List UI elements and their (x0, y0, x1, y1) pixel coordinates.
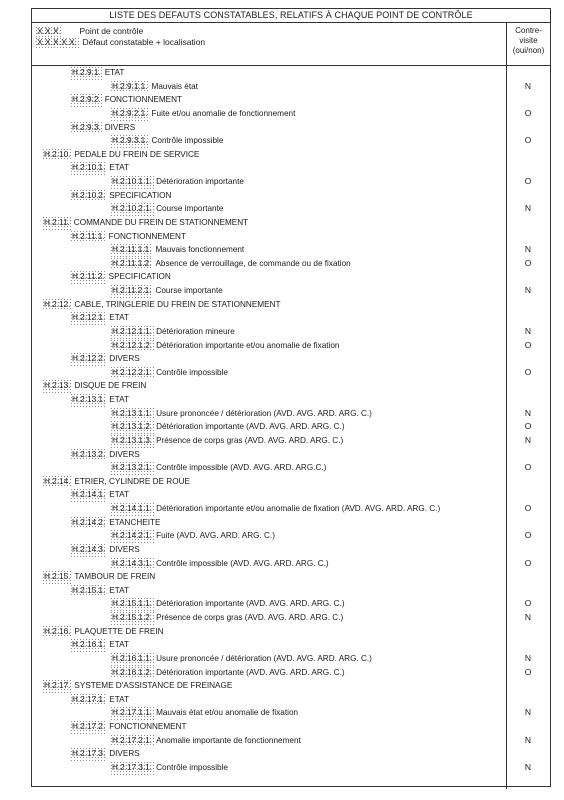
defect-row (32, 434, 532, 448)
subsection-row (32, 270, 506, 284)
row-code: H.2.17.3. (70, 747, 107, 761)
defect-row (32, 557, 532, 571)
row-text: Mauvais fonctionnement (155, 245, 245, 255)
row-text: Absence de verrouillage, de commande ou de fixation (155, 258, 351, 268)
row-text: ETAT (109, 163, 129, 173)
defect-row (32, 407, 532, 421)
row-text: Présence de corps gras (AVD. AVG. ARD. ARG. C.) (156, 613, 344, 622)
defect-row (32, 243, 532, 257)
row-code: H.2.17.1.1. (110, 706, 154, 720)
contre-visite-flag: N (524, 734, 532, 745)
defect-row (32, 366, 532, 380)
row-code: H.2.15.1.1. (110, 597, 154, 611)
row-list (32, 66, 532, 789)
row-code: H.2.13.2. (70, 448, 107, 462)
row-code: H.2.16.1. (70, 638, 107, 652)
subsection-row (32, 121, 506, 135)
contre-visite-flag: N (524, 203, 532, 214)
section-row (32, 379, 506, 393)
row-text: FONCTIONNEMENT (109, 722, 187, 731)
row-text: CABLE, TRINGLERIE DU FREIN DE STATIONNEMENT (74, 299, 281, 309)
defect-row (32, 652, 532, 666)
row-code: H.2.13.1. (70, 393, 107, 407)
defect-row (32, 502, 532, 516)
row-code: H.2.16.1.2. (110, 666, 154, 680)
row-text: Contrôle impossible (AVD. AVG. ARD. ARG. C.) (156, 558, 329, 568)
contre-visite-flag: N (524, 80, 532, 91)
row-code: H.2.14.1. (70, 488, 107, 502)
row-code: H.2.12.2. (70, 352, 107, 366)
defect-row (32, 666, 532, 680)
row-text: SPECIFICATION (108, 272, 171, 282)
row-text: DISQUE DE FREIN (74, 381, 147, 391)
row-code: H.2.12.1. (70, 311, 107, 325)
defect-row (32, 202, 532, 216)
legend-text: Défaut constatable + localisation (82, 37, 206, 47)
row-text: Usure prononcée / détérioration (AVD. AVG. ARD. ARG. C.) (156, 653, 372, 663)
row-code: H.2.17.2.1. (110, 734, 154, 748)
row-text: DIVERS (109, 544, 140, 554)
row-code: H.2.10.1. (70, 161, 107, 175)
section-row (32, 475, 506, 489)
row-text: Détérioration importante (AVD. AVG. ARD. ARG. C.) (156, 422, 345, 432)
row-code: H.2.11. (42, 216, 72, 230)
contre-visite-flag: O (524, 366, 532, 377)
subsection-row (32, 720, 506, 734)
row-code: H.2.13.2.1. (110, 461, 154, 475)
contre-visite-flag: O (524, 666, 532, 677)
contre-visite-flag: O (524, 257, 532, 268)
row-text: Détérioration mineure (156, 326, 235, 336)
contre-visite-flag: O (524, 530, 532, 541)
row-code: H.2.9.3.1. (110, 134, 150, 148)
subsection-row (32, 352, 506, 366)
header-legend (32, 23, 506, 65)
row-text: Détérioration importante (156, 177, 244, 186)
row-text: PEDALE DU FREIN DE SERVICE (74, 149, 200, 159)
row-code: H.2.17. (42, 679, 72, 693)
row-text: DIVERS (109, 354, 140, 364)
row-code: H.2.15. (42, 570, 72, 584)
row-code: H.2.17.2. (70, 720, 107, 734)
contre-visite-flag: O (524, 598, 532, 609)
row-text: ETAT (109, 490, 129, 500)
row-text: TAMBOUR DE FREIN (74, 572, 156, 582)
row-code: H.2.15.1.2. (110, 611, 154, 625)
contre-visite-flag: N (524, 244, 532, 255)
row-text: Contrôle impossible (AVD. AVG. ARD. ARG.C.) (156, 463, 327, 473)
defect-row (32, 611, 532, 625)
row-code: H.2.11.2. (70, 270, 107, 284)
legend-text: Point de contrôle (79, 26, 144, 36)
defect-row (32, 761, 532, 775)
row-text: Fuite (AVD. AVG. ARD. ARG. C.) (156, 531, 275, 541)
defect-row (32, 461, 532, 475)
contre-visite-flag: O (524, 176, 532, 186)
subsection-row (32, 448, 506, 462)
contre-visite-flag: N (524, 761, 532, 772)
row-code: H.2.11.1. (70, 230, 107, 244)
row-text: ETAT (109, 313, 129, 323)
subsection-row (32, 230, 506, 244)
row-code: H.2.13. (42, 379, 72, 393)
row-text: Présence de corps gras (AVD. AVG. ARD. ARG. C.) (156, 435, 344, 445)
row-code: H.2.12. (42, 298, 72, 312)
defect-row (32, 80, 532, 94)
contre-visite-flag: O (524, 557, 532, 568)
contre-visite-flag: N (524, 434, 532, 445)
row-text: ETANCHEITE (109, 517, 161, 527)
row-code: H.2.10. (42, 148, 72, 162)
row-text: Fuite et/ou anomalie de fonctionnement (151, 108, 296, 118)
row-code: H.2.12.2.1. (110, 366, 154, 380)
row-text: Contrôle impossible (156, 762, 228, 772)
contre-visite-flag: N (524, 612, 532, 622)
row-code: H.2.13.1.2. (110, 420, 154, 434)
defect-row (32, 597, 532, 611)
row-text: FONCTIONNEMENT (104, 95, 183, 105)
row-text: COMMANDE DU FREIN DE STATIONNEMENT (73, 217, 249, 227)
legend-line (35, 37, 506, 48)
row-text: ETAT (109, 694, 129, 704)
row-text: Détérioration importante (AVD. AVG. ARD. ARG. C.) (156, 599, 345, 609)
row-text: FONCTIONNEMENT (108, 231, 186, 241)
row-text: SPECIFICATION (109, 190, 172, 200)
row-text: Course importante (156, 204, 224, 214)
row-text: Détérioration importante (AVD. AVG. ARD. ARG. C.) (156, 667, 345, 677)
contre-visite-flag: O (524, 107, 532, 118)
row-code: H.2.17.1. (70, 693, 107, 707)
section-row (32, 625, 506, 639)
row-text: Mauvais état (151, 81, 198, 91)
row-code: H.2.10.2. (70, 189, 107, 203)
row-code: H.2.9.2. (70, 93, 103, 107)
row-text: PLAQUETTE DE FREIN (74, 626, 164, 636)
row-code: H.2.10.2.1. (110, 202, 154, 216)
defect-row (32, 134, 532, 148)
subsection-row (32, 516, 506, 530)
row-code: H.2.9.3. (70, 121, 103, 135)
defect-row (32, 175, 532, 189)
row-code: H.2.15.1. (70, 584, 107, 598)
subsection-row (32, 693, 506, 707)
section-row (32, 570, 506, 584)
row-code: H.2.11.1.1. (110, 243, 153, 257)
defect-row (32, 339, 532, 353)
row-code: H.2.16. (42, 625, 72, 639)
row-text: ETAT (104, 68, 125, 77)
subsection-row (32, 584, 506, 598)
row-code: H.2.9.1.1. (110, 80, 150, 94)
table-body (32, 66, 550, 789)
row-text: DIVERS (109, 449, 140, 459)
contre-visite-flag: O (524, 462, 532, 473)
row-text: Détérioration importante et/ou anomalie de fixation (156, 340, 340, 350)
row-text: Usure prononcée / détérioration (AVD. AVG. ARD. ARG. C.) (156, 408, 372, 418)
contre-visite-label: visite (519, 36, 538, 45)
row-code: H.2.14.2. (70, 516, 107, 530)
section-row (32, 216, 506, 230)
contre-visite-flag: N (524, 652, 532, 663)
row-text: Mauvais état et/ou anomalie de fixation (156, 708, 299, 718)
row-text: ETAT (109, 585, 129, 595)
subsection-row (32, 488, 506, 502)
subsection-row (32, 311, 506, 325)
subsection-row (32, 393, 506, 407)
row-text: ETAT (109, 395, 129, 404)
row-code: H.2.14.3.1. (110, 557, 154, 571)
contre-visite-flag: N (524, 285, 532, 295)
subsection-row (32, 638, 506, 652)
contre-visite-label: (oui/non) (512, 46, 545, 55)
legend-code: X.X.X. (37, 26, 62, 36)
row-code: H.2.10.1.1. (110, 175, 154, 189)
row-code: H.2.11.1.2. (110, 257, 153, 271)
contre-visite-flag: O (524, 135, 532, 146)
defect-row (32, 529, 532, 543)
section-row (32, 298, 506, 312)
row-code: H.2.14.2.1. (110, 529, 154, 543)
row-text: DIVERS (104, 122, 136, 132)
row-code: H.2.9.1. (70, 66, 103, 80)
contre-visite-flag: N (524, 707, 532, 718)
row-code: H.2.12.1.2. (110, 339, 154, 353)
row-text: Contrôle impossible (151, 136, 224, 146)
table-header (32, 23, 550, 66)
contre-visite-flag: O (524, 421, 532, 432)
contre-visite-header (506, 23, 550, 65)
row-text: DIVERS (109, 749, 140, 759)
subsection-row (32, 93, 506, 107)
row-code: H.2.14.3. (70, 543, 107, 557)
contre-visite-label: Contre- (515, 26, 542, 35)
row-text: SYSTEME D'ASSISTANCE DE FREINAGE (74, 681, 233, 691)
row-text: Détérioration importante et/ou anomalie de fixation (AVD. AVG. ARD. ARG. C.) (156, 504, 441, 513)
row-text: ETRIER, CYLINDRE DE ROUE (74, 476, 190, 486)
defect-row (32, 325, 532, 339)
subsection-row (32, 543, 506, 557)
contre-visite-flag: O (524, 339, 532, 350)
section-row (32, 679, 506, 693)
row-code: H.2.9.2.1. (110, 107, 150, 121)
row-code: H.2.16.1.1. (110, 652, 154, 666)
defect-row (32, 284, 532, 298)
legend-code: X.X.X.X.X. (37, 37, 78, 47)
row-code: H.2.17.3.1. (110, 761, 154, 775)
legend-line (35, 26, 506, 37)
table-title: LISTE DES DEFAUTS CONSTATABLES, RELATIFS À CHAQUE POINT DE CONTRÔLE (32, 9, 550, 23)
contre-visite-flag: O (524, 503, 532, 513)
defect-row (32, 706, 532, 720)
row-text: Contrôle impossible (156, 367, 228, 377)
defects-table (31, 8, 551, 787)
row-code: H.2.14. (42, 475, 72, 489)
subsection-row (32, 161, 506, 175)
subsection-row (32, 189, 506, 203)
section-row (32, 148, 506, 162)
subsection-row (32, 66, 506, 80)
row-code: H.2.11.2.1. (110, 284, 153, 298)
defect-row (32, 420, 532, 434)
row-text: Course importante (155, 286, 223, 295)
subsection-row (32, 747, 506, 761)
contre-visite-flag: N (524, 407, 532, 418)
row-code: H.2.14.1.1. (110, 502, 154, 516)
contre-visite-flag: N (524, 325, 532, 336)
row-text: Anomalie importante de fonctionnement (156, 735, 301, 745)
defect-row (32, 257, 532, 271)
row-code: H.2.13.1.1. (110, 407, 154, 421)
defect-row (32, 734, 532, 748)
row-code: H.2.12.1.1. (110, 325, 154, 339)
row-code: H.2.13.1.3. (110, 434, 154, 448)
row-text: ETAT (109, 640, 129, 650)
defect-row (32, 107, 532, 121)
